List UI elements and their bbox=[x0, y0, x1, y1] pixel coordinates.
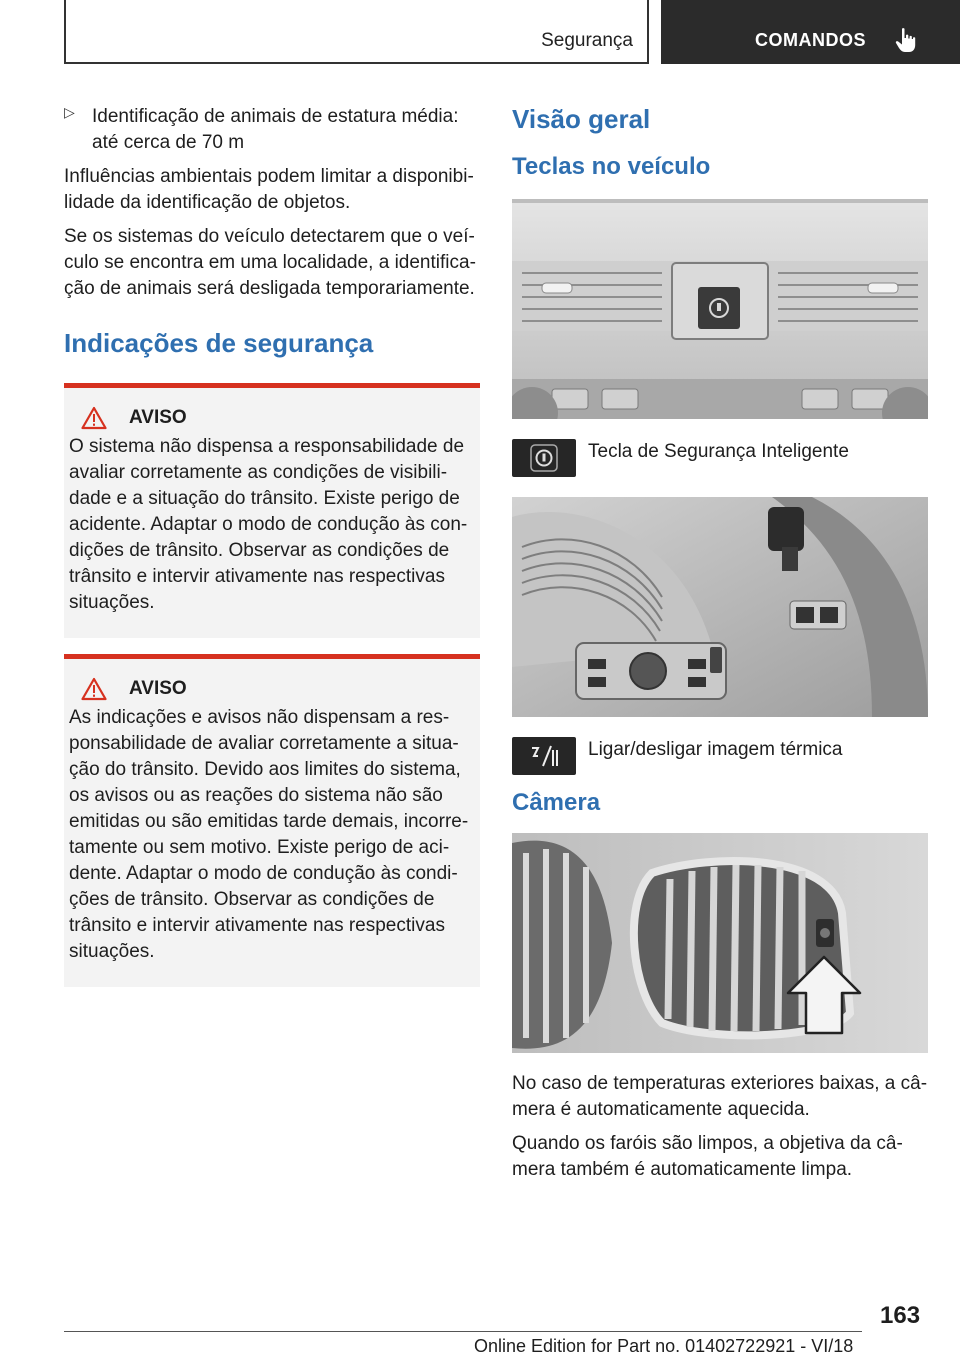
key-row bbox=[512, 737, 928, 775]
bullet-text: Identificação de animais de estatura média: até cerca de 70 m bbox=[92, 106, 459, 153]
thermal-image-key-icon bbox=[512, 737, 576, 775]
warning-text: As indicações e avisos não dispensam a responsabilidade de avaliar corretamente a situação do trânsito. Devido aos limites do sistema, os avisos ou as reações do sistema não são emitidas ou são emitidas tarde demais, incorretamente ou sem motivo. Existe perigo de acidente. Adaptar o modo de condução às condições de trânsito. Observar as condições de trânsito e intervir ativamente nas respectivas situações. bbox=[69, 707, 469, 962]
warning-text: O sistema não dispensa a responsabilidade de avaliar corretamente as condições de visibilidade e a situação do trânsito. Existe perigo de acidente. Adaptar o modo de condução às condições de trânsito. Observar as condições de trânsito e intervir ativamente nas respectivas situações. bbox=[69, 436, 468, 613]
page-number: 163 bbox=[880, 1302, 921, 1329]
hand-pointer-icon bbox=[895, 27, 917, 53]
paragraph: Se os sistemas do veículo detectarem que o veículo se encontra em uma localidade, a identificação de animais será desligada temporariamente. bbox=[64, 226, 476, 299]
overview-heading: Visão geral bbox=[512, 104, 651, 134]
warning-title: AVISO bbox=[129, 678, 187, 699]
warning-box bbox=[64, 383, 480, 638]
header-section-box bbox=[64, 0, 649, 64]
footer-divider bbox=[64, 1331, 862, 1332]
header-chapter-title: COMANDOS bbox=[755, 30, 866, 50]
paragraph: Influências ambientais podem limitar a disponibilidade da identificação de objetos. bbox=[64, 166, 474, 213]
console-photo bbox=[512, 199, 928, 419]
triangle-bullet-icon: ▷ bbox=[64, 104, 75, 120]
safety-heading: Indicações de segurança bbox=[64, 328, 374, 358]
list-item bbox=[64, 104, 480, 156]
warning-triangle-icon bbox=[81, 406, 107, 430]
paragraph: Quando os faróis são limpos, a objetiva da câmera também é automaticamente limpa. bbox=[512, 1133, 903, 1180]
left-column bbox=[64, 104, 480, 1003]
dashboard-photo bbox=[512, 497, 928, 717]
keys-heading: Teclas no veículo bbox=[512, 153, 711, 180]
key-label: Ligar/desligar imagem térmica bbox=[588, 739, 843, 760]
camera-heading: Câmera bbox=[512, 789, 601, 816]
grille-camera-photo bbox=[512, 833, 928, 1053]
header-section-title: Segurança bbox=[541, 30, 633, 51]
warning-triangle-icon bbox=[81, 677, 107, 701]
key-row bbox=[512, 439, 928, 477]
warning-box bbox=[64, 654, 480, 987]
paragraph: No caso de temperaturas exteriores baixas, a câmera é automaticamente aquecida. bbox=[512, 1073, 928, 1120]
header-chapter-box bbox=[661, 0, 960, 64]
key-label: Tecla de Segurança Inteligente bbox=[588, 441, 849, 462]
footer-edition: Online Edition for Part no. 01402722921 - VI/18 bbox=[474, 1336, 854, 1356]
right-column bbox=[512, 104, 928, 1183]
warning-title: AVISO bbox=[129, 407, 187, 428]
intelligent-safety-key-icon bbox=[512, 439, 576, 477]
